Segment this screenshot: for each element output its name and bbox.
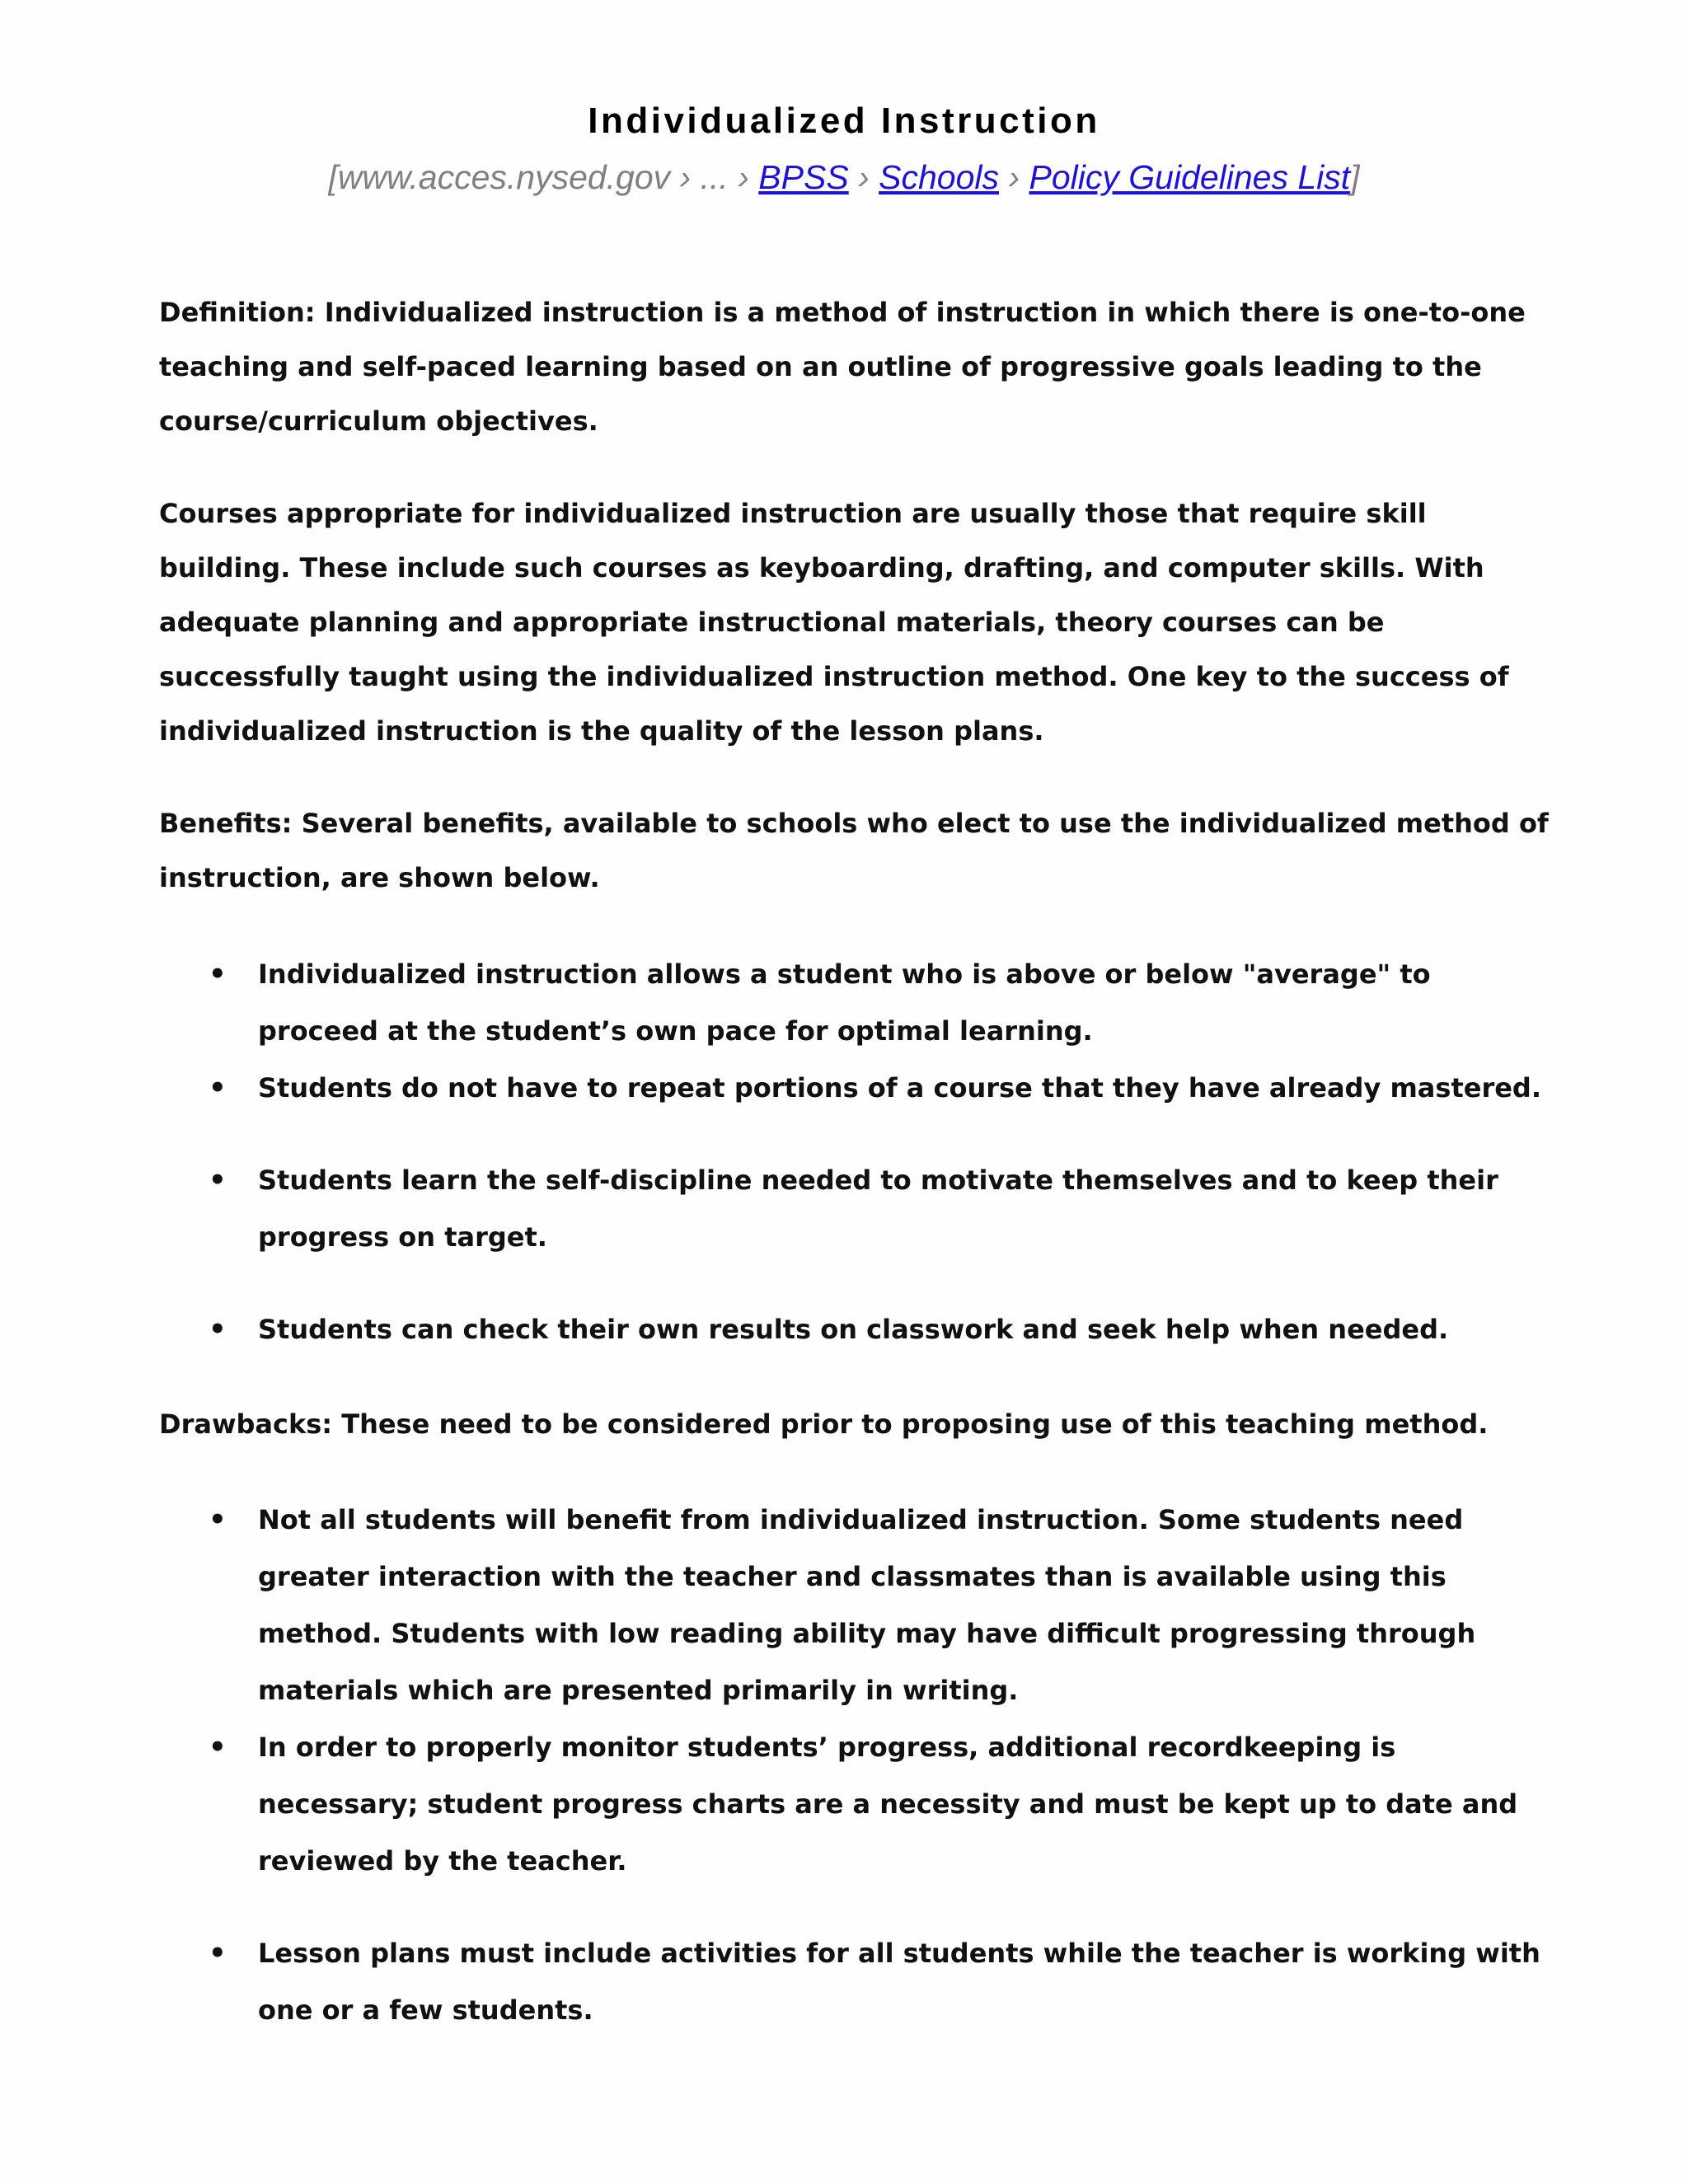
list-item (159, 1925, 1552, 2039)
definition-paragraph: Definition: Individualized instruction is a method of instruction in which there is one-to-one teaching and self-paced learning based on an outline of progressive goals leading to the course/curriculum objectives. (159, 297, 1526, 437)
courses-paragraph: Courses appropriate for individualized instruction are usually those that require skill building. These include such courses as keyboarding, drafting, and computer skills. With adequate planning and appropriate instructional materials, theory courses can be successfully taught using the individualized instruction method. One key to the success of individualized instruction is the quality of the lesson plans. (159, 498, 1509, 747)
breadcrumb-close-bracket: ] (1350, 158, 1360, 196)
breadcrumb-link-schools[interactable]: Schools (879, 158, 1000, 196)
benefits-list (159, 946, 1552, 1358)
list-item-text: In order to properly monitor students’ progress, additional recordkeeping is necessary; student progress charts are a necessity and must be kept up to date and reviewed by the teacher. (258, 1732, 1518, 1877)
bullet-icon: • (209, 1071, 227, 1104)
bullet-icon: • (209, 1164, 227, 1197)
page-title: Individualized Instruction (588, 101, 1100, 141)
breadcrumb-separator: › (1008, 158, 1020, 196)
drawbacks-list (159, 1492, 1552, 2039)
list-item (159, 1492, 1552, 1719)
breadcrumb-ellipsis: ... (700, 158, 729, 196)
bullet-icon: • (209, 1731, 227, 1764)
list-item (159, 946, 1552, 1060)
list-item-text: Individualized instruction allows a student who is above or below "average" to proceed at the student’s own pace for optimal learning. (258, 958, 1431, 1047)
breadcrumb-separator: › (679, 158, 692, 196)
bullet-icon: • (209, 958, 227, 991)
list-item (159, 1152, 1552, 1266)
list-item (159, 1060, 1552, 1117)
bullet-icon: • (209, 1313, 227, 1346)
bullet-icon: • (209, 1503, 227, 1536)
list-item-text: Not all students will benefit from individualized instruction. Some students need greater interaction with the teacher and classmates than is available using this method. Students with low reading ability may have difficult progressing through materials which are presented primarily in writing. (258, 1504, 1476, 1706)
breadcrumb-root: www.acces.nysed.gov (337, 158, 671, 196)
breadcrumb-open-bracket: [ (328, 158, 338, 196)
list-item-text: Students can check their own results on classwork and seek help when needed. (258, 1314, 1449, 1345)
list-item (159, 1301, 1552, 1358)
breadcrumb-link-policy-guidelines-list[interactable]: Policy Guidelines List (1029, 158, 1351, 196)
breadcrumb (0, 158, 1688, 197)
drawbacks-intro-paragraph: Drawbacks: These need to be considered prior to proposing use of this teaching method. (159, 1408, 1489, 1440)
benefits-intro-paragraph: Benefits: Several benefits, available to schools who elect to use the individualized method of instruction, are shown below. (159, 808, 1549, 893)
breadcrumb-link-bpss[interactable]: BPSS (758, 158, 849, 196)
bullet-icon: • (209, 1937, 227, 1970)
breadcrumb-separator: › (738, 158, 749, 196)
list-item-text: Students do not have to repeat portions of a course that they have already mastered. (258, 1072, 1541, 1104)
list-item-text: Lesson plans must include activities for all students while the teacher is working with one or a few students. (258, 1938, 1540, 2026)
list-item-text: Students learn the self-discipline needed to motivate themselves and to keep their progress on target. (258, 1165, 1498, 1253)
list-item (159, 1719, 1552, 1890)
breadcrumb-separator: › (858, 158, 870, 196)
